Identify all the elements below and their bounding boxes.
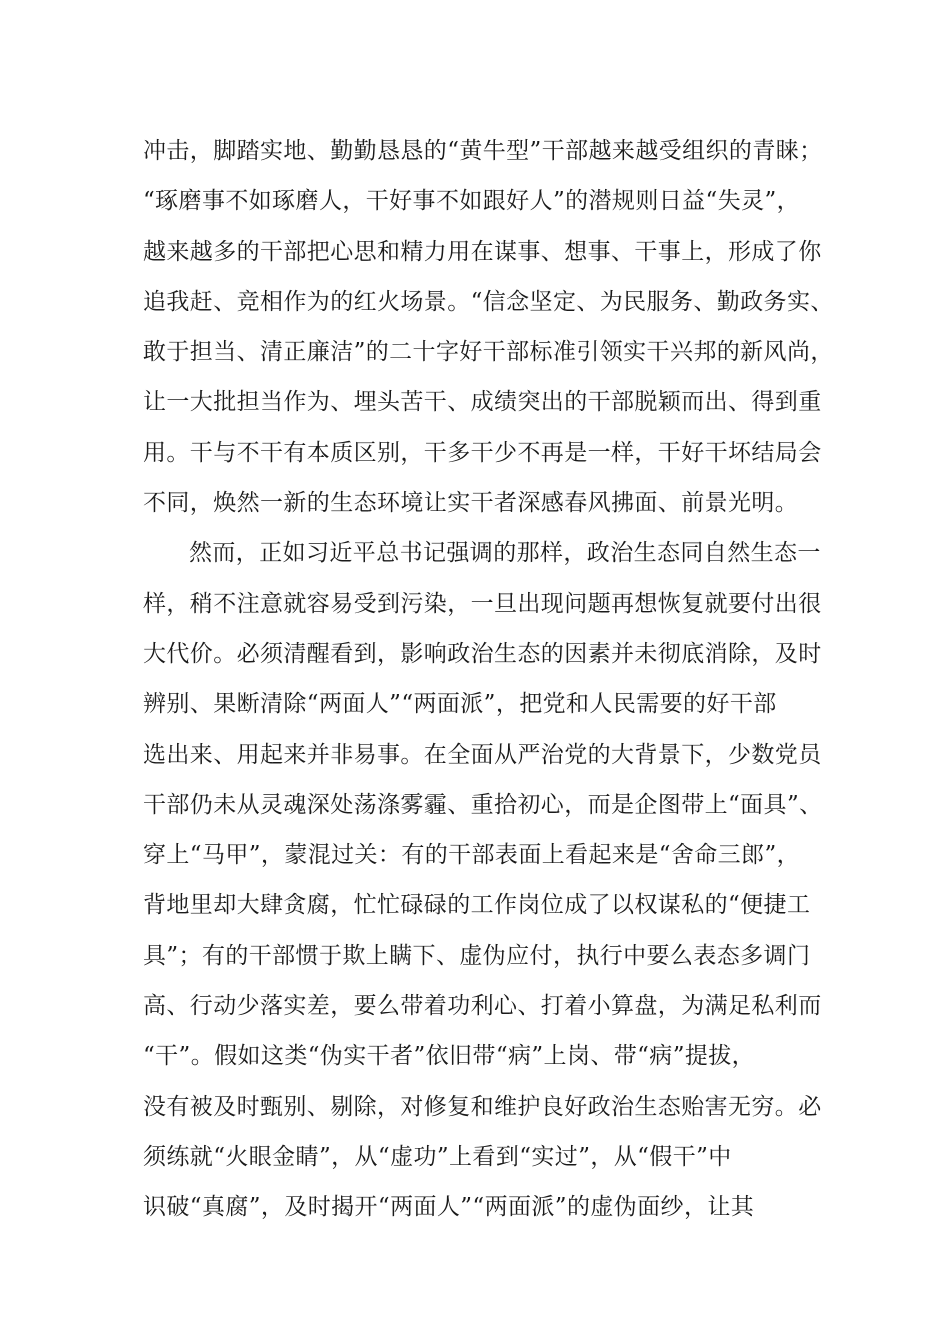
- text-line: 具”；有的干部惯于欺上瞒下、虚伪应付，执行中要么表态多调门: [143, 942, 811, 969]
- text-line: 辨别、果断清除“两面人”“两面派”，把党和人民需要的好干部: [143, 691, 777, 718]
- text-line: 冲击，脚踏实地、勤勤恳恳的“黄牛型”干部越来越受组织的青睐；: [143, 138, 823, 164]
- text-line: 须练就“火眼金睛”，从“虚功”上看到“实过”，从“假干”中: [143, 1143, 732, 1170]
- text-line: 识破“真腐”，及时揭开“两面人”“两面派”的虚伪面纱，让其: [143, 1194, 755, 1221]
- text-line: “干”。假如这类“伪实干者”依旧带“病”上岗、带“病”提拔，: [143, 1043, 756, 1070]
- text-line: 选出来、用起来并非易事。在全面从严治党的大背景下，少数党员: [143, 741, 822, 768]
- text-line: 背地里却大肆贪腐，忙忙碌碌的工作岗位成了以权谋私的“便捷工: [143, 892, 811, 919]
- paragraph-start-line: 然而，正如习近平总书记强调的那样，政治生态同自然生态一: [189, 540, 821, 567]
- text-line: “琢磨事不如琢磨人，干好事不如跟好人”的潜规则日益“失灵”，: [143, 188, 801, 215]
- text-line: 没有被及时甄别、剔除，对修复和维护良好政治生态贻害无穷。必: [143, 1093, 822, 1120]
- text-line: 穿上“马甲”，蒙混过关：有的干部表面上看起来是“舍命三郎”，: [143, 842, 801, 869]
- text-line: 大代价。必须清醒看到，影响政治生态的因素并未彻底消除，及时: [143, 640, 822, 667]
- text-line: 用。干与不干有本质区别，干多干少不再是一样，干好干坏结局会: [143, 439, 822, 466]
- text-line: 不同，焕然一新的生态环境让实干者深感春风拂面、前景光明。: [143, 490, 799, 517]
- text-line: 越来越多的干部把心思和精力用在谋事、想事、干事上，形成了你: [143, 238, 822, 265]
- body-text: [143, 126, 834, 1233]
- text-line: 敢于担当、清正廉洁”的二十字好干部标准引领实干兴邦的新风尚，: [143, 339, 834, 366]
- text-line: 干部仍未从灵魂深处荡涤雾霾、重拾初心，而是企图带上“面具”、: [143, 791, 823, 818]
- text-line: 高、行动少落实差，要么带着功利心、打着小算盘，为满足私利而: [143, 993, 822, 1020]
- text-line: 追我赶、竞相作为的红火场景。“信念坚定、为民服务、勤政务实、: [143, 288, 834, 315]
- text-line: 让一大批担当作为、埋头苦干、成绩突出的干部脱颖而出、得到重: [143, 389, 822, 416]
- text-line: 样，稍不注意就容易受到污染，一旦出现问题再想恢复就要付出很: [143, 590, 822, 617]
